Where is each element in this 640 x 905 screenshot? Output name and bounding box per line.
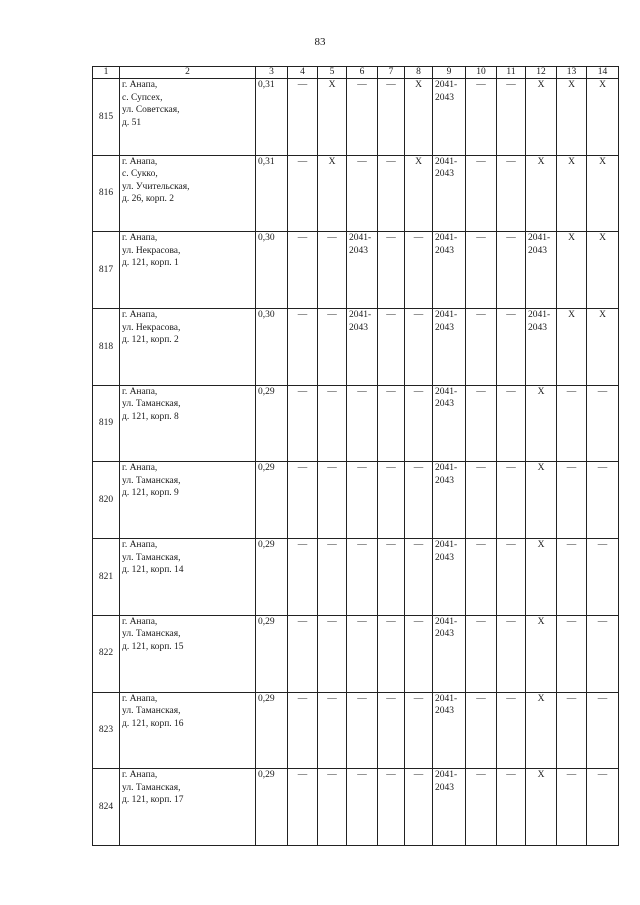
value-cell: — — [557, 769, 587, 846]
address-line: г. Анапа, — [122, 156, 158, 167]
value-cell: — — [378, 79, 405, 156]
address-line: г. Анапа, — [122, 386, 158, 397]
value-cell: — — [466, 539, 497, 616]
value-cell: — — [378, 232, 405, 309]
row-number: 819 — [93, 385, 120, 462]
column-header: 12 — [526, 67, 557, 79]
value-cell: — — [288, 385, 318, 462]
address-line: ул. Таманская, — [122, 399, 181, 410]
column-header: 14 — [587, 67, 619, 79]
value-cell: — — [405, 539, 433, 616]
value-cell: X — [526, 692, 557, 769]
value-cell: — — [587, 385, 619, 462]
table-row — [93, 155, 619, 232]
address-line: ул. Таманская, — [122, 552, 181, 563]
column-header: 2 — [120, 67, 256, 79]
value-cell: X — [526, 615, 557, 692]
value-cell: — — [405, 692, 433, 769]
address-cell — [120, 385, 256, 462]
address-line: г. Анапа, — [122, 463, 158, 474]
address-cell — [120, 692, 256, 769]
table-row — [93, 79, 619, 156]
table-row — [93, 692, 619, 769]
value-cell: — — [405, 615, 433, 692]
address-line: д. 121, корп. 16 — [122, 718, 184, 729]
row-number: 816 — [93, 155, 120, 232]
value-cell: — — [466, 232, 497, 309]
address-cell — [120, 309, 256, 386]
table-row — [93, 385, 619, 462]
value-cell: 2041- 2043 — [526, 232, 557, 309]
address-line: г. Анапа, — [122, 310, 158, 321]
address-line: д. 121, корп. 15 — [122, 641, 184, 652]
value-cell: — — [288, 539, 318, 616]
row-number: 821 — [93, 539, 120, 616]
column-header: 10 — [466, 67, 497, 79]
column-header: 6 — [347, 67, 378, 79]
value-cell: — — [318, 692, 347, 769]
value-cell: 2041- 2043 — [347, 232, 378, 309]
value-cell: 2041- 2043 — [433, 769, 466, 846]
value-cell: X — [557, 232, 587, 309]
value-cell: — — [378, 769, 405, 846]
column-header: 1 — [93, 67, 120, 79]
value-cell: — — [557, 692, 587, 769]
address-line: д. 121, корп. 1 — [122, 258, 179, 269]
value-cell: X — [526, 462, 557, 539]
value-cell: — — [318, 232, 347, 309]
address-cell — [120, 615, 256, 692]
address-line: г. Анапа, — [122, 616, 158, 627]
value-cell: — — [405, 232, 433, 309]
value-cell: — — [466, 385, 497, 462]
address-line: д. 26, корп. 2 — [122, 194, 175, 205]
value-cell: — — [378, 155, 405, 232]
value-cell: 2041- 2043 — [433, 309, 466, 386]
value-cell: — — [318, 539, 347, 616]
value-cell: X — [526, 79, 557, 156]
value-cell: — — [378, 309, 405, 386]
value-cell: X — [318, 79, 347, 156]
address-line: ул. Некрасова, — [122, 322, 181, 333]
value-cell: — — [347, 462, 378, 539]
value-cell: — — [466, 462, 497, 539]
column-header: 7 — [378, 67, 405, 79]
value-cell: — — [347, 385, 378, 462]
value-cell: X — [557, 309, 587, 386]
row-number: 824 — [93, 769, 120, 846]
area-cell: 0,29 — [256, 385, 288, 462]
value-cell: — — [557, 615, 587, 692]
value-cell: X — [405, 155, 433, 232]
area-cell: 0,29 — [256, 615, 288, 692]
value-cell: 2041- 2043 — [526, 309, 557, 386]
value-cell: — — [587, 769, 619, 846]
value-cell: — — [497, 539, 526, 616]
value-cell: X — [557, 155, 587, 232]
value-cell: — — [378, 385, 405, 462]
address-line: ул. Таманская, — [122, 782, 181, 793]
address-line: д. 121, корп. 14 — [122, 565, 184, 576]
address-line: д. 121, корп. 2 — [122, 335, 179, 346]
header-row — [93, 67, 619, 79]
value-cell: X — [526, 385, 557, 462]
address-line: с. Сукко, — [122, 169, 158, 180]
value-cell: — — [466, 309, 497, 386]
value-cell: X — [587, 309, 619, 386]
row-number: 822 — [93, 615, 120, 692]
value-cell: — — [466, 692, 497, 769]
address-line: ул. Таманская, — [122, 629, 181, 640]
value-cell: — — [587, 615, 619, 692]
page-number: 83 — [314, 36, 326, 48]
value-cell: — — [347, 79, 378, 156]
area-cell: 0,29 — [256, 462, 288, 539]
value-cell: — — [288, 462, 318, 539]
table-row — [93, 615, 619, 692]
value-cell: — — [466, 155, 497, 232]
row-number: 823 — [93, 692, 120, 769]
value-cell: 2041- 2043 — [433, 232, 466, 309]
address-cell — [120, 769, 256, 846]
area-cell: 0,30 — [256, 309, 288, 386]
value-cell: 2041- 2043 — [433, 462, 466, 539]
area-cell: 0,29 — [256, 769, 288, 846]
value-cell: — — [497, 769, 526, 846]
table-body — [93, 79, 619, 846]
address-cell — [120, 155, 256, 232]
value-cell: — — [288, 79, 318, 156]
value-cell: — — [318, 385, 347, 462]
value-cell: 2041- 2043 — [347, 309, 378, 386]
area-cell: 0,31 — [256, 79, 288, 156]
housing-registry-table — [92, 66, 619, 846]
column-header: 9 — [433, 67, 466, 79]
address-line: ул. Таманская, — [122, 475, 181, 486]
address-line: ул. Таманская, — [122, 706, 181, 716]
value-cell: 2041- 2043 — [433, 79, 466, 156]
value-cell: — — [587, 692, 619, 769]
value-cell: — — [497, 462, 526, 539]
value-cell: X — [318, 155, 347, 232]
address-line: д. 121, корп. 9 — [122, 488, 179, 499]
table-row — [93, 232, 619, 309]
table-row — [93, 462, 619, 539]
value-cell: — — [318, 769, 347, 846]
value-cell: — — [497, 232, 526, 309]
value-cell: — — [497, 79, 526, 156]
value-cell: — — [587, 539, 619, 616]
value-cell: — — [557, 462, 587, 539]
value-cell: X — [587, 79, 619, 156]
value-cell: — — [378, 462, 405, 539]
value-cell: X — [526, 539, 557, 616]
value-cell: 2041- 2043 — [433, 155, 466, 232]
address-cell — [120, 462, 256, 539]
address-cell — [120, 539, 256, 616]
value-cell: X — [587, 155, 619, 232]
row-number: 817 — [93, 232, 120, 309]
address-line: г. Анапа, — [122, 80, 158, 90]
value-cell: — — [378, 615, 405, 692]
address-line: г. Анапа, — [122, 233, 158, 244]
value-cell: 2041- 2043 — [433, 692, 466, 769]
value-cell: — — [288, 155, 318, 232]
value-cell: — — [347, 155, 378, 232]
value-cell: — — [557, 539, 587, 616]
value-cell: — — [497, 155, 526, 232]
value-cell: X — [405, 79, 433, 156]
table-row — [93, 309, 619, 386]
value-cell: — — [557, 385, 587, 462]
value-cell: — — [318, 615, 347, 692]
value-cell: 2041- 2043 — [433, 385, 466, 462]
table-row — [93, 769, 619, 846]
column-header: 3 — [256, 67, 288, 79]
column-header: 11 — [497, 67, 526, 79]
value-cell: — — [378, 692, 405, 769]
column-header: 8 — [405, 67, 433, 79]
value-cell: — — [288, 232, 318, 309]
area-cell: 0,31 — [256, 155, 288, 232]
value-cell: — — [318, 462, 347, 539]
value-cell: — — [497, 615, 526, 692]
value-cell: — — [466, 769, 497, 846]
value-cell: X — [587, 232, 619, 309]
address-line: д. 121, корп. 17 — [122, 795, 184, 806]
value-cell: — — [405, 309, 433, 386]
address-line: д. 51 — [122, 117, 142, 128]
row-number: 815 — [93, 79, 120, 156]
value-cell: — — [288, 615, 318, 692]
value-cell: — — [497, 385, 526, 462]
area-cell: 0,29 — [256, 539, 288, 616]
value-cell: — — [405, 385, 433, 462]
value-cell: — — [497, 309, 526, 386]
value-cell: — — [466, 615, 497, 692]
address-line: г. Анапа, — [122, 693, 158, 704]
value-cell: — — [405, 769, 433, 846]
value-cell: 2041- 2043 — [433, 539, 466, 616]
value-cell: — — [347, 539, 378, 616]
address-line: ул. Учительская, — [122, 181, 190, 192]
address-line: с. Супсех, — [122, 92, 163, 103]
value-cell: X — [526, 155, 557, 232]
value-cell: — — [347, 769, 378, 846]
address-line: ул. Советская, — [122, 105, 180, 115]
column-header: 5 — [318, 67, 347, 79]
value-cell: — — [288, 309, 318, 386]
value-cell: — — [378, 539, 405, 616]
address-cell — [120, 79, 256, 156]
value-cell: — — [318, 309, 347, 386]
address-line: д. 121, корп. 8 — [122, 411, 179, 422]
row-number: 820 — [93, 462, 120, 539]
value-cell: 2041- 2043 — [433, 615, 466, 692]
value-cell: — — [288, 692, 318, 769]
value-cell: — — [288, 769, 318, 846]
address-cell — [120, 232, 256, 309]
column-header: 4 — [288, 67, 318, 79]
address-line: г. Анапа, — [122, 770, 158, 781]
value-cell: — — [347, 692, 378, 769]
value-cell: — — [466, 79, 497, 156]
value-cell: X — [526, 769, 557, 846]
table-row — [93, 539, 619, 616]
value-cell: — — [497, 692, 526, 769]
row-number: 818 — [93, 309, 120, 386]
address-line: ул. Некрасова, — [122, 245, 181, 256]
table-header — [93, 67, 619, 79]
value-cell: — — [587, 462, 619, 539]
area-cell: 0,30 — [256, 232, 288, 309]
address-line: г. Анапа, — [122, 540, 158, 551]
area-cell: 0,29 — [256, 692, 288, 769]
value-cell: — — [405, 462, 433, 539]
value-cell: X — [557, 79, 587, 156]
value-cell: — — [347, 615, 378, 692]
column-header: 13 — [557, 67, 587, 79]
